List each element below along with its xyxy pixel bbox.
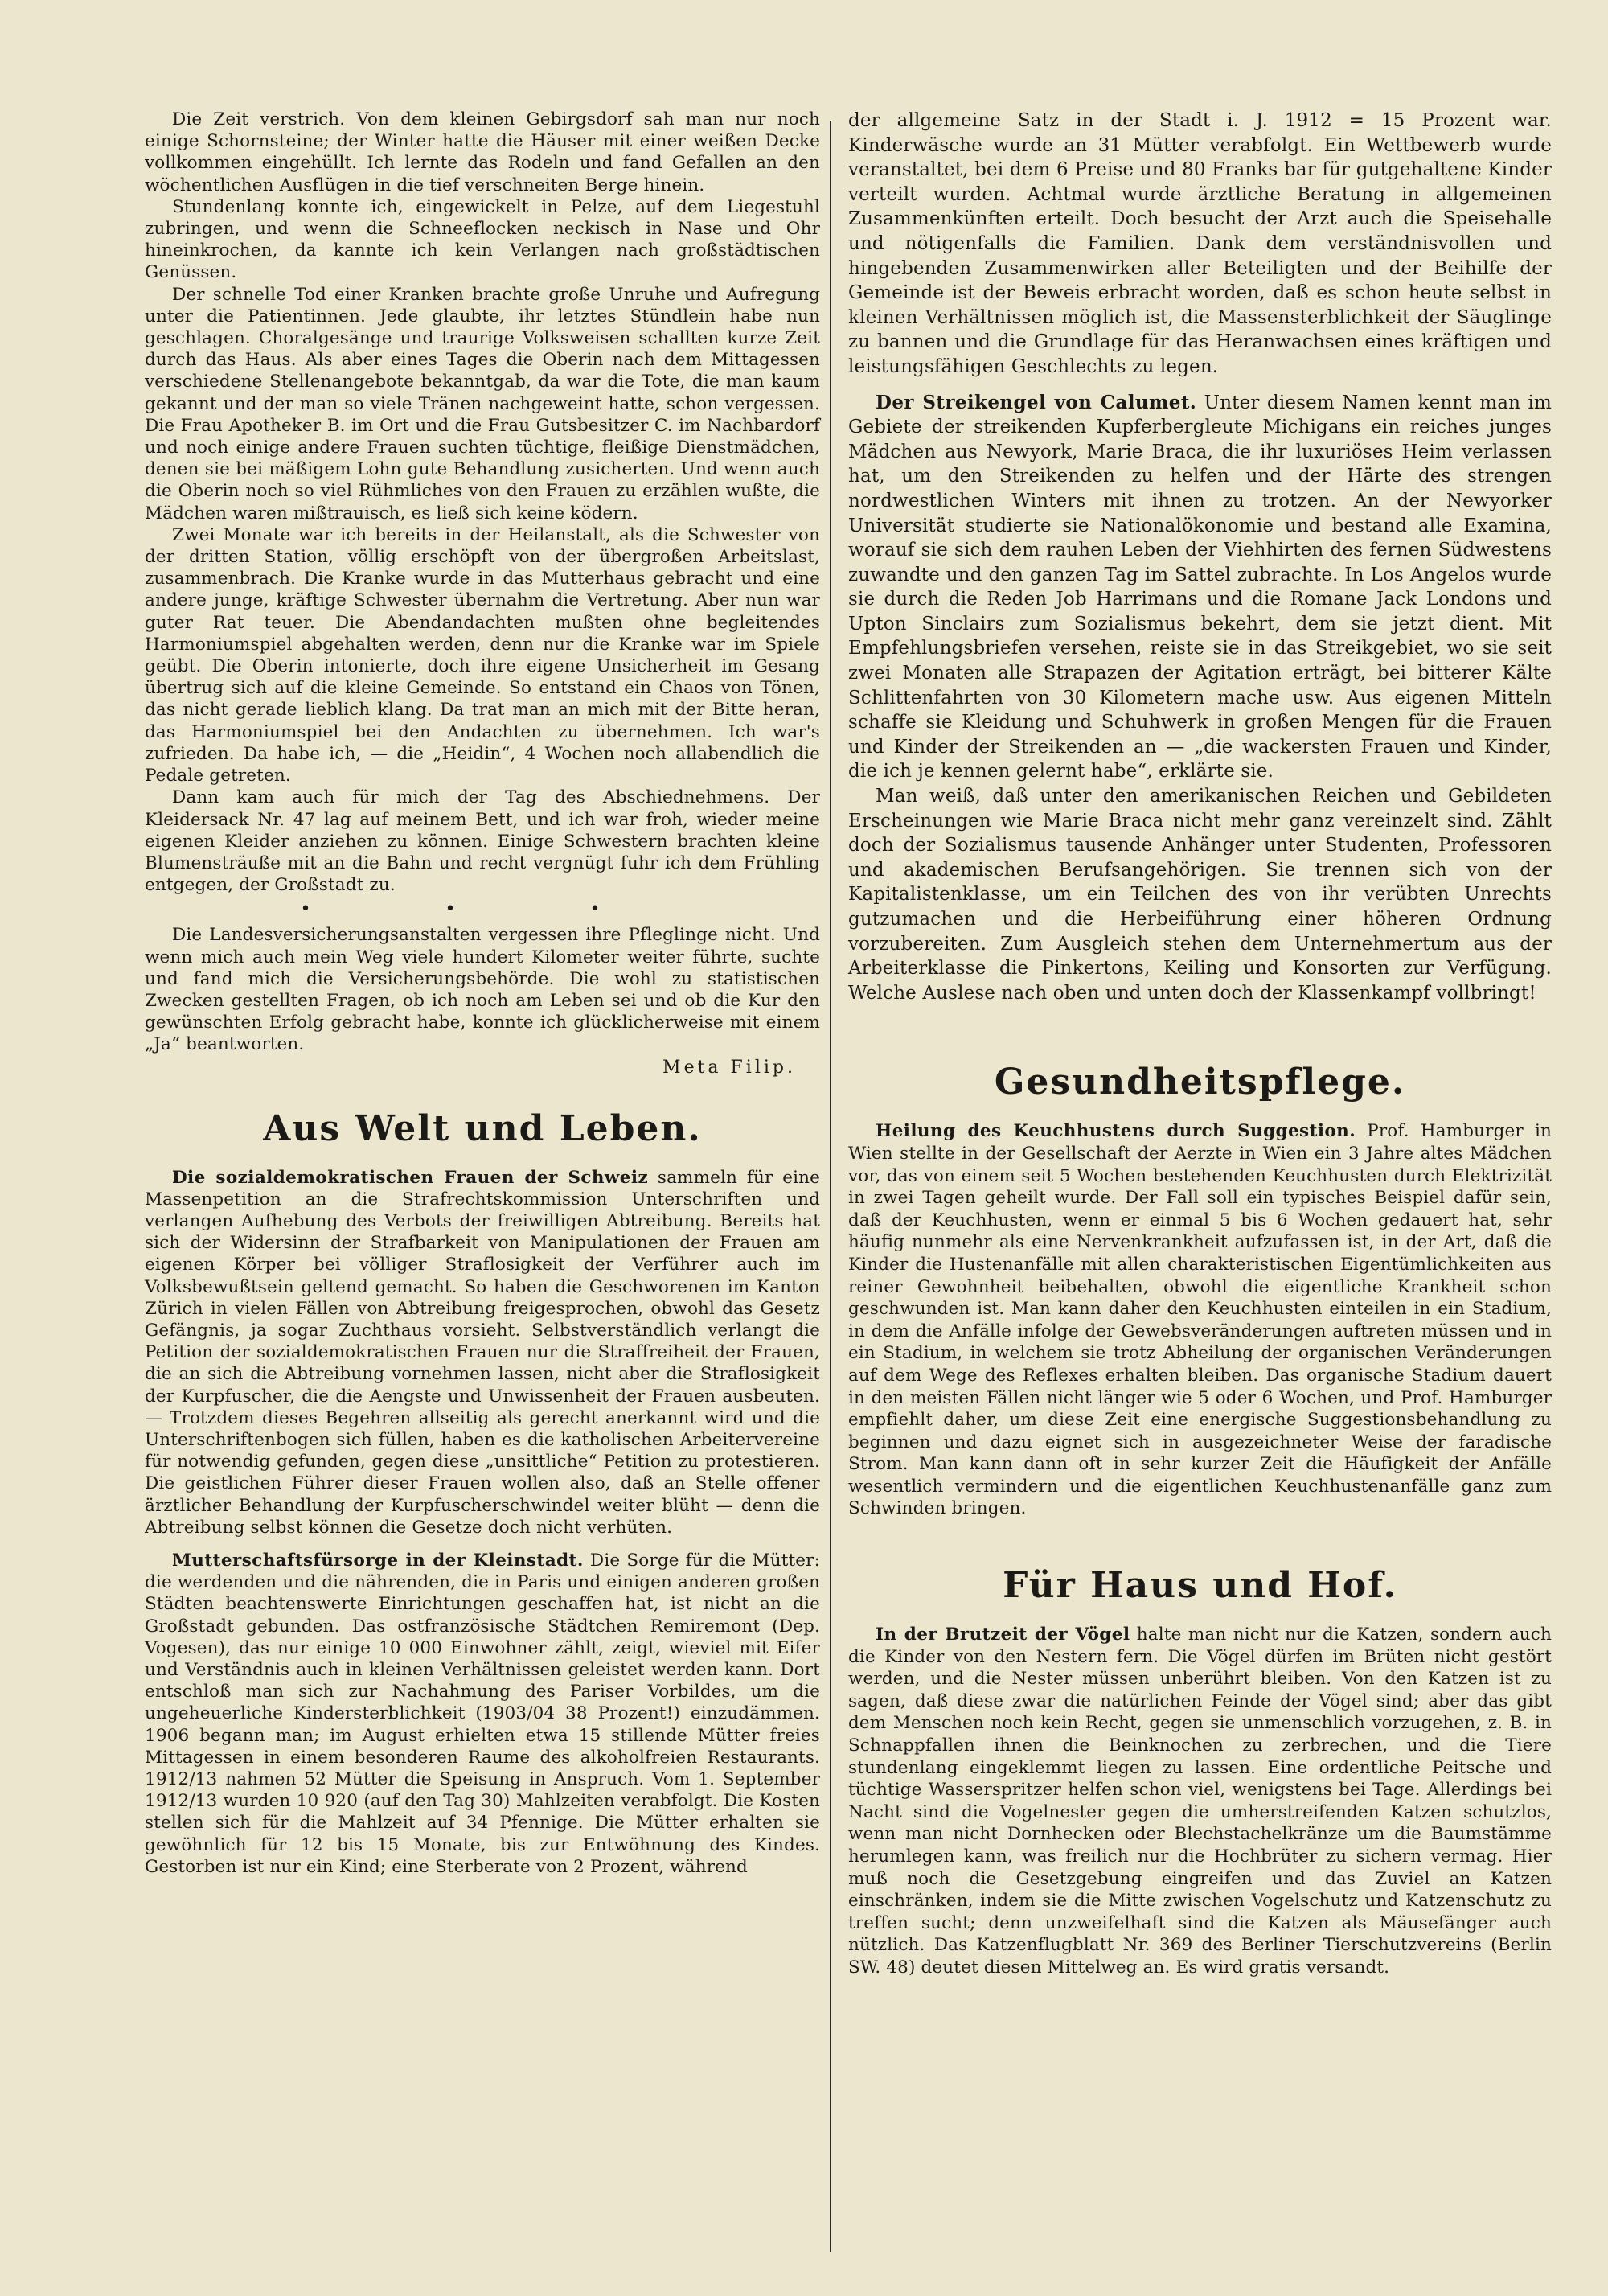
story-paragraph: Stundenlang konnte ich, eingewickelt in Pelze, auf dem Liegestuhl zubringen, und wenn die Schneeflocken neckisch in Nase und Ohr hineinkrochen, da kannte ich kein Verlangen nach großstädtischen Genüssen. [145, 196, 820, 283]
section-title-gesundheitspflege: Gesundheitspflege. [994, 1062, 1406, 1103]
article-body: Unter diesem Namen kennt man im Gebiete der streikenden Kupferbergleute Michigans ein reiches junges Mädchen aus Newyork, Marie Braca, die ihr luxuriöses Heim verlassen hat, um den Streikenden zu helfen und der Härte des strengen nordwestlichen Winters mit ihnen zu trotzen. An der Newyorker Universität studierte sie Nationalökonomie und bestand alle Examina, worauf sie sich dem rauhen Leben der Viehhirten des fernen Südwestens zuwandte und den ganzen Tag im Sattel zubrachte. In Los Angelos wurde sie durch die Reden Job Harrimans und die Romane Jack Londons und Upton Sinclairs zum Sozialismus bekehrt, dem sie jetzt dient. Mit Empfehlungsbriefen versehen, reiste sie in das Streikgebiet, wo sie seit zwei Monaten alle Strapazen der Agitation erträgt, bei bitterer Kälte Schlittenfahrten von 30 Kilometern mache usw. Aus eigenen Mitteln schaffe sie Kleidung und Schuhwerk in großen Mengen für die Frauen und Kinder der Streikenden an — „die wackersten Frauen und Kinder, die ich je kennen gelernt habe“, erklärte sie. [848, 392, 1552, 782]
article-body: Die Sorge für die Mütter: die werdenden und die nährenden, die in Paris und einigen anderen großen Städten beachtenswerte Einrichtungen geschaffen hat, ist nicht an die Großstadt gebunden. Das ostfranzösische Städtchen Remiremont (Dep. Vogesen), das nur einige 10 000 Einwohner zählt, zeigt, wieviel mit Eifer und Verständnis auch in kleinen Verhältnissen geleistet werden kann. Dort entschloß man sich zur Nachahmung des Pariser Vorbildes, um die ungeheuerliche Kindersterblichkeit (1903/04 38 Prozent!) einzudämmen. 1906 begann man; im August erhielten etwa 15 stillende Mütter freies Mittagessen in einem besonderen Raume des alkoholfreien Restaurants. 1912/13 nahmen 52 Mütter die Speisung in Anspruch. Vom 1. September 1912/13 wurden 10 920 (auf den Tag 30) Mahlzeiten verabfolgt. Die Kosten stellen sich für die Mahlzeit auf 34 Pfennige. Die Mütter erhalten sie gewöhnlich für 12 bis 15 Monate, bis zur Entwöhnung des Kindes. Gestorben ist nur ein Kind; eine Sterberate von 2 Prozent, während [145, 1550, 820, 1877]
article-lead: Mutterschaftsfürsorge in der Kleinstadt. [172, 1550, 584, 1571]
article-streikengel-2: Man weiß, daß unter den amerikanischen Reichen und Gebildeten Erscheinungen wie Marie Braca nicht mehr ganz vereinzelt sind. Zählt doch der Sozialismus tausende Anhänger unter Studenten, Professoren und akademischen Berufsangehörigen. Sie trennen sich von der Kapitalistenklasse, um ein Teilchen des von ihr verübten Unrechts gutzumachen und die Herbeiführung einer höheren Ordnung vorzubereiten. Zum Ausgleich stehen dem Unternehmertum aus der Arbeiterklasse die Pinkertons, Keiling und Konsorten zur Verfügung. Welche Auslese nach oben und unten doch der Klassenkampf vollbringt! [848, 786, 1552, 1004]
section-title-welt-und-leben: Aus Welt und Leben. [263, 1107, 702, 1149]
article-body: sammeln für eine Massenpetition an die Strafrechtskommission Unterschriften und verlangen Aufhebung des Verbots der freiwilligen Abtreibung. Bereits hat sich der Widersinn der Strafbarkeit von Manipulationen der Frauen am eigenen Körper bei völliger Straflosigkeit der Verführer auch im Volksbewußtsein geltend gemacht. So haben die Geschworenen im Kanton Zürich in vielen Fällen von Abtreibung freigesprochen, obwohl das Gesetz Gefängnis, ja sogar Zuchthaus vorsieht. Selbstverständlich verlangt die Petition der sozialdemokratischen Frauen nur die Straffreiheit der Frauen, die an sich die Abtreibung vornehmen lassen, nicht aber die Straflosigkeit der Kurpfuscher, die die Aengste und Unwissenheit der Frauen ausbeuten. — Trotzdem dieses Begehren allseitig als gerecht anerkannt wird und die Unterschriftenbogen sich füllen, haben es die katholischen Arbeitervereine für notwendig gefunden, gegen diese „unsittliche“ Petition zu protestieren. Die geistlichen Führer dieser Frauen wollen also, daß an Stelle offener ärztlicher Behandlung der Kurpfuscherschwindel weiter blüht — denn die Abtreibung selbst können die Gesetze doch nicht verhüten. [145, 1167, 820, 1538]
left-column [145, 109, 820, 1878]
article-lead: In der Brutzeit der Vögel [876, 1624, 1130, 1645]
right-column [848, 109, 1552, 1979]
gap [145, 1538, 820, 1550]
article-schweiz [145, 1167, 820, 1538]
gap [848, 380, 1552, 391]
article-lead: Heilung des Keuchhustens durch Suggestion. [876, 1121, 1356, 1142]
article-mutterschaft [145, 1550, 820, 1878]
article-body: halte man nicht nur die Katzen, sondern auch die Kinder von den Nestern fern. Die Vögel dürfen im Brüten nicht gestört werden, und die Nester müssen unberührt bleiben. Von den Katzen ist zu sagen, daß diese zwar die natürlichen Feinde der Vögel sind; aber das gibt dem Menschen noch kein Recht, gegen sie unmenschlich vorzugehen, z. B. in Schnappfallen ihnen die Beinknochen zu zerbrechen, und die Tiere stundenlang eingeklemmt liegen zu lassen. Eine ordentliche Peitsche und tüchtige Wasserspritzer helfen schon viel, wenigstens bei Tage. Allerdings bei Nacht sind die Vogelnester gegen die umherstreifenden Katzen schutzlos, wenn man nicht Dornhecken oder Blechstachelkränze um die Baumstämme herumlegen kann, was freilich nur die Hochbrüter zu sichern vermag. Hier muß noch die Gesetzgebung eingreifen und das Zuviel an Katzen einschränken, indem sie die Mitte zwischen Vogelschutz und Katzenschutz zu treffen sucht; denn unzweifelhaft sind die Katzen als Mäusefänger auch nützlich. Das Katzenflugblatt Nr. 369 des Berliner Tierschutzvereins (Berlin SW. 48) deutet diesen Mittelweg an. Es wird gratis versandt. [848, 1624, 1552, 1978]
story-paragraph: Dann kam auch für mich der Tag des Abschiednehmens. Der Kleidersack Nr. 47 lag auf meinem Bett, und ich war froh, wieder meine eigenen Kleider anziehen zu können. Einige Schwestern brachten kleine Blumensträuße mit an die Bahn und recht vergnügt fuhr ich dem Frühling entgegen, der Großstadt zu. [145, 787, 820, 896]
article-keuchhusten [848, 1120, 1552, 1520]
author-signature: Meta Filip. [662, 1057, 796, 1078]
article-body: Prof. Hamburger in Wien stellte in der Gesellschaft der Aerzte in Wien ein 3 Jahre altes Mädchen vor, das von einem seit 5 Wochen bestehenden Keuchhusten durch Elektrizität in zwei Tagen geheilt wurde. Der Fall soll ein typisches Beispiel dafür sein, daß der Keuchhusten, wenn er einmal 5 bis 6 Wochen gedauert hat, sehr häufig nunmehr als eine Nervenkrankheit aufzufassen ist, in der Art, daß die Kinder die Hustenanfälle mit allen charakteristischen Eigentümlichkeiten aus reiner Gewohnheit beibehalten, obwohl die eigentliche Krankheit schon geschwunden ist. Man kann daher den Keuchhusten einteilen in ein Stadium, in dem die Anfälle infolge der Gewebsveränderungen auftreten müssen und in ein Stadium, in welchem sie trotz Abheilung der organischen Veränderungen auf dem Wege des Reflexes erhalten bleiben. Das organische Stadium dauert in den meisten Fällen nicht länger wie 5 oder 6 Wochen, und Prof. Hamburger empfiehlt daher, um diese Zeit eine energische Suggestionsbehandlung zu beginnen und dazu eignet sich in ausgezeichneter Weise der faradische Strom. Man kann dann oft in sehr kurzer Zeit die Häufigkeit der Anfälle wesentlich vermindern und die eigentlichen Keuchhustenanfälle ganz zum Schwinden bringen. [848, 1121, 1552, 1519]
article-brutzeit [848, 1624, 1552, 1979]
article-lead: Der Streikengel von Calumet. [876, 391, 1197, 413]
continuation-paragraph: der allgemeine Satz in der Stadt i. J. 1912 = 15 Prozent war. Kinderwäsche wurde an 31 Mütter verabfolgt. Ein Wettbewerb wurde veranstaltet, bei dem 6 Preise und 80 Franks bar für gutgehaltene Kinder verteilt wurden. Achtmal wurde ärztliche Beratung in allgemeinen Zusammenkünften erteilt. Doch besucht der Arzt auch die Speisehalle und nötigenfalls die Familien. Dank dem verständnisvollen und hingebenden Zusammenwirken aller Beteiligten und der Beihilfe der Gemeinde ist der Beweis erbracht worden, daß es schon heute selbst in kleinen Verhältnissen möglich ist, die Massensterblichkeit der Säuglinge zu bannen und die Grundlage für das Heranwachsen eines kräftigen und leistungsfähigen Geschlechts zu legen. [848, 110, 1552, 377]
story-paragraph: Zwei Monate war ich bereits in der Heilanstalt, als die Schwester von der dritten Station, völlig erschöpft von der übergroßen Arbeitslast, zusammenbrach. Die Kranke wurde in das Mutterhaus gebracht und eine andere junge, kräftige Schwester übernahm die Vertretung. Aber nun war guter Rat teuer. Die Abendandachten mußten ohne begleitendes Harmoniumspiel abgehalten werden, denn nur die Kranke war im Spiele geübt. Die Oberin intonierte, doch ihre eigene Unsicherheit im Gesang übertrug sich auf die kleine Gemeinde. So entstand ein Chaos von Tönen, das nicht gerade lieblich klang. Da trat man an mich mit der Bitte heran, das Harmoniumspiel bei den Andachten zu übernehmen. Ich war's zufrieden. Da habe ich, — die „Heidin“, 4 Wochen noch allabendlich die Pedale getreten. [145, 524, 820, 787]
article-lead: Die sozialdemokratischen Frauen der Schweiz [172, 1167, 649, 1188]
separator-dots: • • • [300, 899, 665, 920]
section-title-haus-und-hof: Für Haus und Hof. [1003, 1565, 1397, 1607]
story-paragraph: Der schnelle Tod einer Kranken brachte große Unruhe und Aufregung unter die Patientinnen. Jede glaubte, ihr letztes Stündlein habe nun geschlagen. Choralgesänge und traurige Volksweisen schallten kurze Zeit durch das Haus. Als aber eines Tages die Oberin nach dem Mittagessen verschiedene Stellenangebote bekanntgab, da war die Tote, die man kaum gekannt und der man so viele Tränen nachgeweint hatte, schon vergessen. Die Frau Apotheker B. im Ort und die Frau Gutsbesitzer C. im Nachbardorf und noch einige andere Frauen suchten tüchtige, fleißige Dienstmädchen, denen sie bei mäßigem Lohn gute Behandlung zusicherten. Und wenn auch die Oberin noch so viel Rühmliches von den Frauen zu erzählen wußte, die Mädchen waren mißtrauisch, es ließ sich keine ködern. [145, 284, 820, 524]
article-streikengel [848, 391, 1552, 785]
column-divider [830, 121, 831, 2252]
story-paragraph: Die Landesversicherungsanstalten vergessen ihre Pfleglinge nicht. Und wenn mich auch mein Weg viele hundert Kilometer weiter führte, suchte und fand mich die Versicherungsbehörde. Die wohl zu statistischen Zwecken gestellten Fragen, ob ich noch am Leben sei und ob die Kur den gewünschten Erfolg gebracht habe, konnte ich glücklicherweise mit einem „Ja“ beantworten. [145, 925, 820, 1055]
story-paragraph: Die Zeit verstrich. Von dem kleinen Gebirgsdorf sah man nur noch einige Schornsteine; der Winter hatte die Häuser mit einer weißen Decke vollkommen eingehüllt. Ich lernte das Rodeln und fand Gefallen an den wöchentlichen Ausflügen in die tief verschneiten Berge hinein. [145, 109, 820, 195]
